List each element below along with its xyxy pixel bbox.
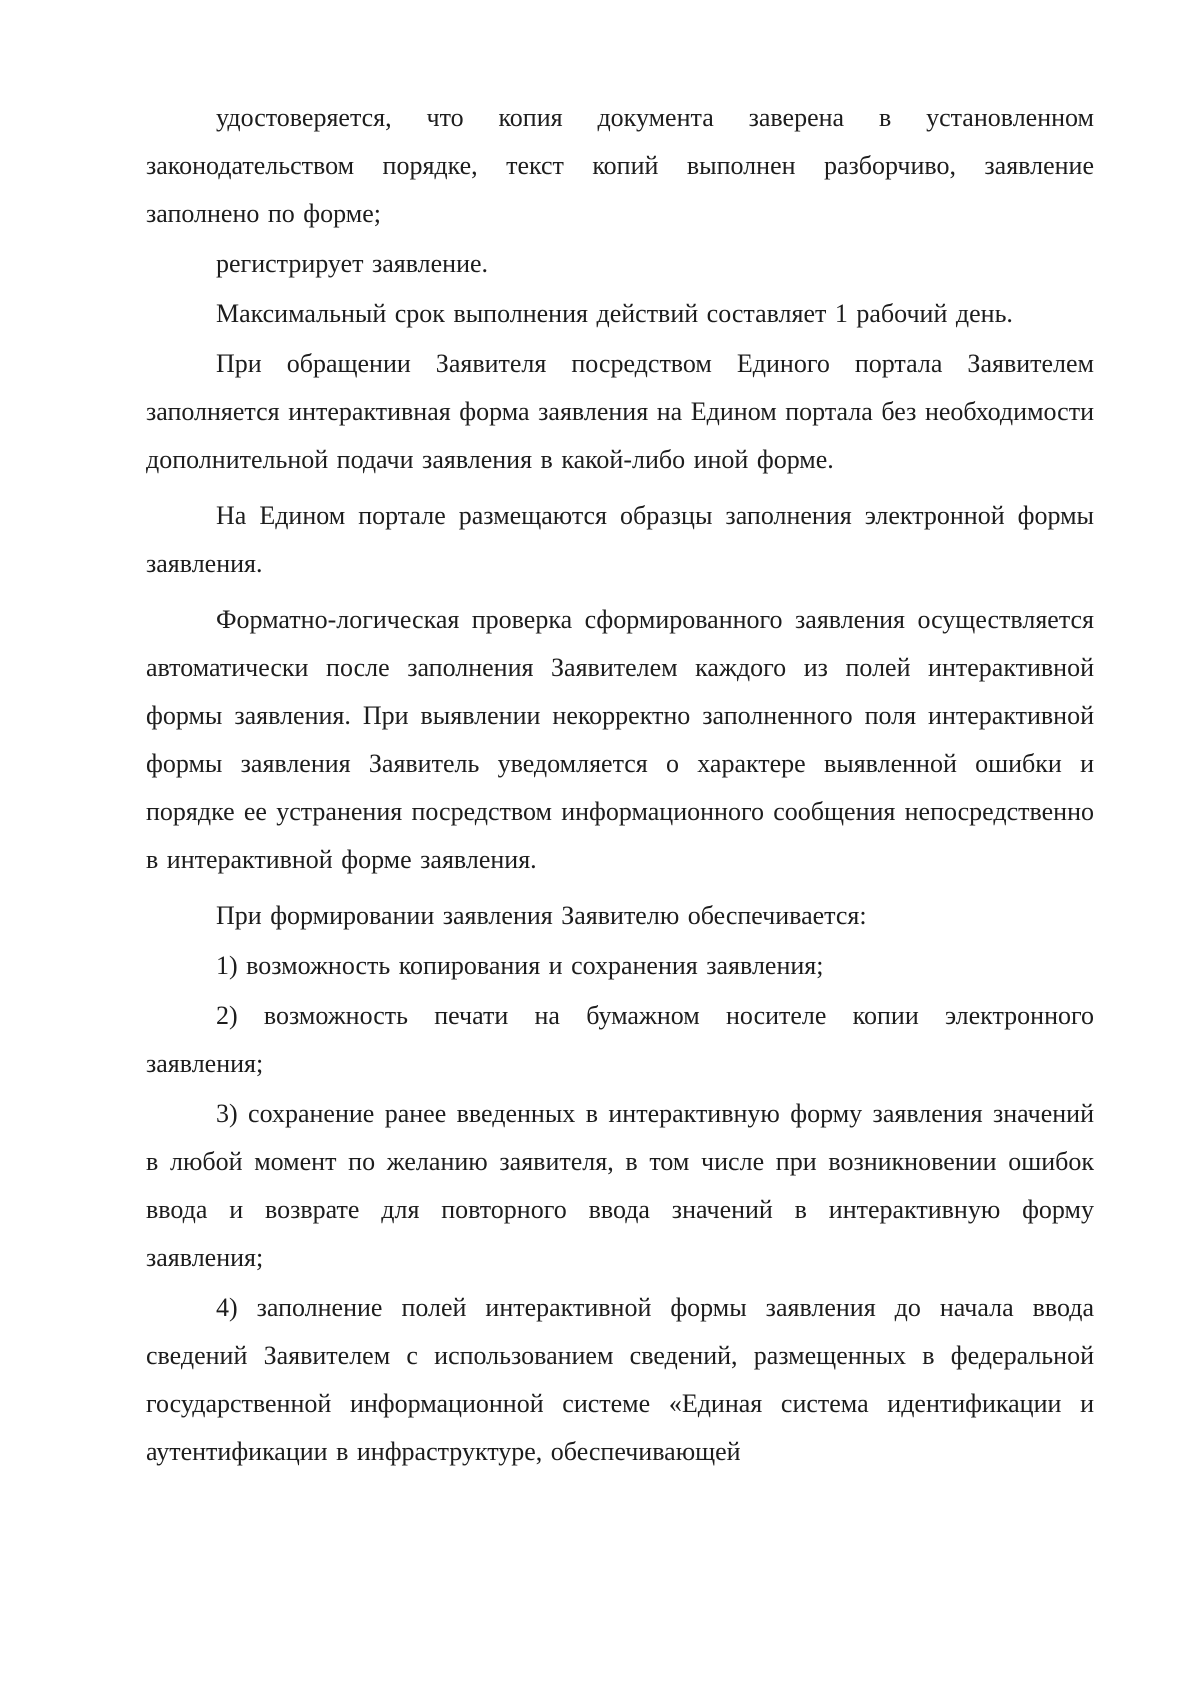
paragraph-format-logic-check: Форматно-логическая проверка сформированного заявления осуществляется автоматически после заполнения Заявителем каждого из полей интерактивной формы заявления. При выявлении некорректно заполненного поля интерактивной формы заявления Заявитель уведомляется о характере выявленной ошибки и порядке ее устранения посредством информационного сообщения непосредственно в интерактивной форме заявления.	[146, 605, 1094, 874]
paragraph-registers-application: регистрирует заявление.	[216, 249, 489, 278]
document-body	[146, 94, 1094, 1476]
paragraph-certification: удостоверяется, что копия документа заверена в установленном законодательством порядке, текст копий выполнен разборчиво, заявление заполнено по форме;	[146, 103, 1094, 228]
paragraph-max-term: Максимальный срок выполнения действий составляет 1 рабочий день.	[216, 299, 1013, 328]
paragraph-portal-samples: На Едином портале размещаются образцы заполнения электронной формы заявления.	[146, 501, 1094, 578]
paragraph-provision-intro: При формировании заявления Заявителю обеспечивается:	[216, 901, 867, 930]
list-item-1: 1) возможность копирования и сохранения заявления;	[216, 951, 824, 980]
paragraph-unified-portal-form: При обращении Заявителя посредством Единого портала Заявителем заполняется интерактивная форма заявления на Едином портала без необходимости дополнительной подачи заявления в какой-либо иной форме.	[146, 349, 1094, 474]
list-item-4: 4) заполнение полей интерактивной формы заявления до начала ввода сведений Заявителем с использованием сведений, размещенных в федеральной государственной информационной системе «Единая система идентификации и аутентификации в инфраструктуре, обеспечивающей	[146, 1293, 1094, 1466]
list-item-2: 2) возможность печати на бумажном носителе копии электронного заявления;	[146, 1001, 1094, 1078]
list-item-3: 3) сохранение ранее введенных в интерактивную форму заявления значений в любой момент по желанию заявителя, в том числе при возникновении ошибок ввода и возврате для повторного ввода значений в интерактивную форму заявления;	[146, 1099, 1094, 1272]
